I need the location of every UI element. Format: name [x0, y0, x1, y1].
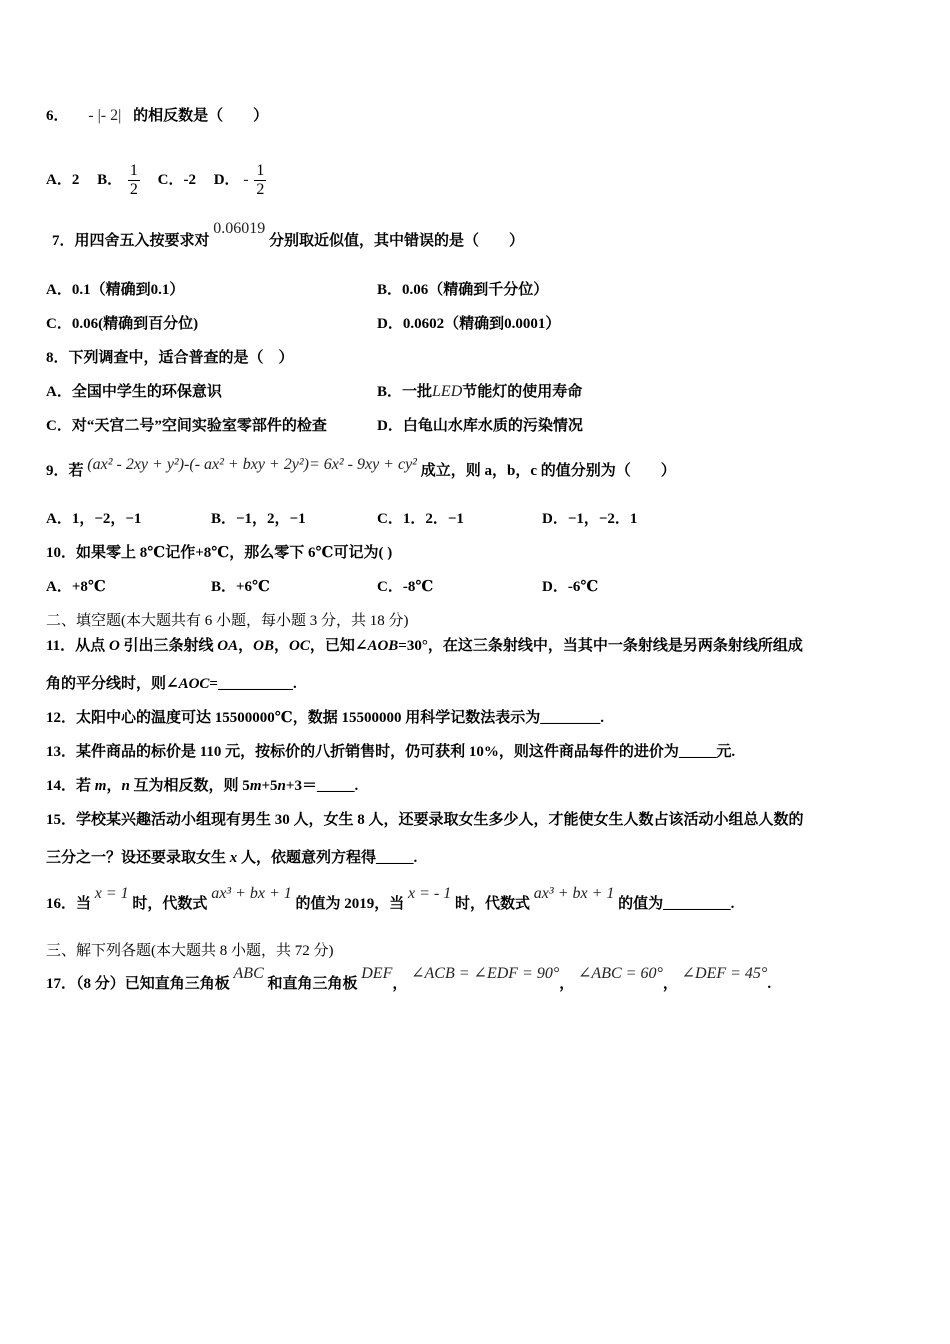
q6-number: 6． — [46, 108, 69, 124]
q6-stem — [46, 106, 268, 126]
q17-condition-3: ∠DEF = 45° — [681, 965, 768, 982]
q16-expression-2: ax³ + bx + 1 — [533, 885, 615, 902]
q17-triangle-def: DEF — [361, 965, 393, 982]
q9-stem — [46, 452, 676, 490]
q8-option-b-text-2: 节能灯的使用寿命 — [462, 384, 583, 400]
q15-line-1: 15．学校某兴趣活动小组现有男生 30 人，女生 8 人，还要录取女生多少人，才能使女生人数占该活动小组总人数的 — [46, 812, 804, 828]
q6-option-d-fraction: $\frac{1}{2}$ — [256, 162, 265, 199]
q11-line-2: 角的平分线时，则∠AOC=__________. — [46, 676, 297, 692]
q6-option-c-label: C． — [157, 172, 184, 188]
q11-line-1: 11．从点 O 引出三条射线 OA，OB，OC，已知∠AOB=30°，在这三条射线中，当其中一条射线是另两条射线所组成 — [46, 638, 803, 654]
q9-number: 9．若 — [46, 463, 84, 479]
q8-option-a: A．全国中学生的环保意识 — [46, 384, 222, 400]
q17-condition-1: ∠ACB = ∠EDF = 90° — [411, 965, 560, 982]
q6-option-c: -2 — [183, 172, 196, 188]
q7-option-c: C．0.06(精确到百分位) — [46, 316, 199, 332]
q10-option-b: B．+6℃ — [211, 579, 271, 595]
q7-number: 7． — [52, 233, 75, 249]
q6-expression: - |- 2| — [88, 107, 122, 124]
section-2-heading: 二、填空题(本大题共有 6 小题，每小题 3 分，共 18 分) — [46, 613, 409, 629]
q8-option-b-led: LED — [432, 383, 463, 400]
q14: 14．若 m，n 互为相反数，则 5m+5n+3＝_____. — [46, 778, 359, 794]
q6-text: 的相反数是（ ） — [133, 108, 269, 124]
q10-option-d: D．-6℃ — [542, 579, 599, 595]
q6-option-b-fraction: $\frac{1}{2}$ — [129, 162, 138, 199]
q7-option-a: A．0.1（精确到0.1） — [46, 282, 185, 298]
q10-option-a: A．+8℃ — [46, 579, 106, 595]
q10-stem: 10．如果零上 8℃记作+8℃，那么零下 6℃可记为( ) — [46, 545, 393, 561]
q7-option-b: B．0.06（精确到千分位） — [377, 282, 549, 298]
q9-option-c: C．1．2．−1 — [377, 511, 464, 527]
q8-option-d: D．白龟山水库水质的污染情况 — [377, 418, 583, 434]
q6-option-a-label: A． — [46, 172, 72, 188]
q6-option-b-label: B． — [97, 172, 123, 188]
q13: 13．某件商品的标价是 110 元，按标价的八折销售时，仍可获利 10%，则这件商品每件的进价为_____元. — [46, 744, 736, 760]
q6-option-d-label: D． — [213, 172, 240, 188]
q16-expression-1: ax³ + bx + 1 — [211, 885, 292, 902]
q6-option-d-sign: - — [243, 171, 249, 188]
q16: 16．当 x = 1 时，代数式 ax³ + bx + 1 的值为 2019，当 x = - 1 时，代数式 ax³ + bx + 1 的值为_________. — [46, 885, 735, 912]
q9-equation-part-3: = 6x² - 9xy + cy² — [308, 456, 417, 473]
q7-option-d: D．0.0602（精确到0.0001） — [377, 316, 561, 332]
q9-option-d: D．−1，−2．1 — [542, 511, 638, 527]
q9-equation-part-2: (- ax² + bxy + 2y²) — [189, 456, 309, 473]
q15-line-2: 三分之一？设还要录取女生 x 人，依题意列方程得_____. — [46, 850, 418, 866]
q8-option-b — [377, 382, 582, 402]
q6-options — [46, 160, 268, 200]
q7-value: 0.06019 — [213, 220, 266, 237]
q9-option-a: A．1，−2，−1 — [46, 511, 142, 527]
q9-text: 成立，则 a，b，c 的值分别为（ ） — [420, 463, 676, 479]
q9-option-b: B．−1，2，−1 — [211, 511, 306, 527]
q8-stem: 8．下列调查中，适合普查的是（ ） — [46, 350, 294, 366]
section-3-heading: 三、解下列各题(本大题共 8 小题，共 72 分) — [46, 943, 334, 959]
q16-condition-2: x = - 1 — [408, 885, 452, 902]
q12: 12．太阳中心的温度可达 15500000℃，数据 15500000 用科学记数法表示为________. — [46, 710, 604, 726]
q16-condition-1: x = 1 — [94, 885, 129, 902]
q17-condition-2: ∠ABC = 60° — [578, 965, 663, 982]
q6-option-a: 2 — [71, 172, 80, 188]
q7-text-2: 分别取近似值，其中错误的是（ ） — [269, 233, 525, 249]
q9-equation-part-1: (ax² - 2xy + y²) — [87, 456, 185, 473]
q9-minus: - — [184, 456, 190, 473]
q17-triangle-abc: ABC — [233, 965, 264, 982]
q10-option-c: C．-8℃ — [377, 579, 434, 595]
q7-stem — [52, 220, 525, 259]
q8-option-b-text-1: B．一批 — [377, 384, 433, 400]
q17: 17．（8 分）已知直角三角板 ABC 和直角三角板 DEF， ∠ACB = ∠EDF = 90°， ∠ABC = 60°， ∠DEF = 45°. — [46, 965, 772, 992]
q8-option-c: C．对“天宫二号”空间实验室零部件的检查 — [46, 418, 327, 434]
q7-text-1: 用四舍五入按要求对 — [74, 233, 210, 249]
